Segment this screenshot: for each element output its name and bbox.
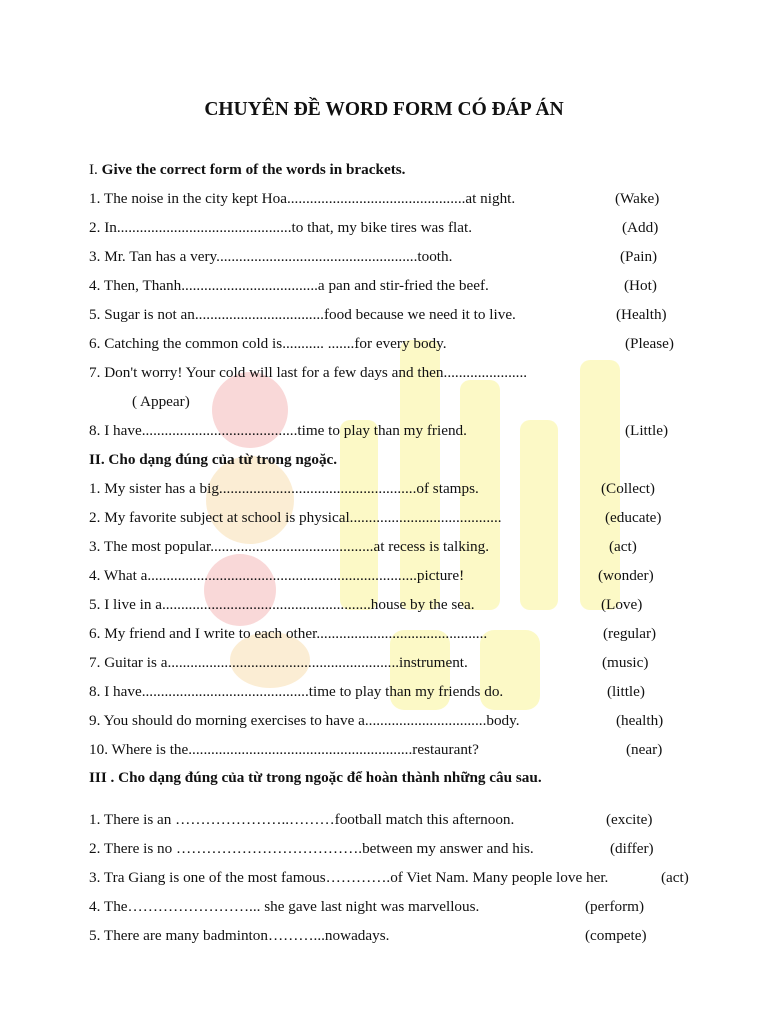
s1-item-3-hint: (Pain) bbox=[620, 248, 658, 265]
s3-item-4: 4. The……………………... she gave last night was marvellous. bbox=[89, 898, 480, 915]
s1-item-2-hint: (Add) bbox=[622, 219, 659, 236]
s2-item-6: 6. My friend and I write to each other............................................. bbox=[89, 625, 488, 642]
s2-item-2: 2. My favorite subject at school is physical........................................ bbox=[89, 509, 502, 526]
s1-item-1: 1. The noise in the city kept Hoa...............................................at night. bbox=[89, 190, 516, 207]
s2-item-10: 10. Where is the...........................................................restaurant? bbox=[89, 741, 479, 758]
s2-item-1-hint: (Collect) bbox=[601, 480, 655, 497]
section-1-prefix: I. bbox=[89, 161, 102, 178]
s3-item-5-hint: (compete) bbox=[585, 927, 647, 944]
s1-item-4-hint: (Hot) bbox=[624, 277, 657, 294]
s2-item-7: 7. Guitar is a.............................................................instrument. bbox=[89, 654, 468, 671]
s2-item-4: 4. What a.......................................................................picture! bbox=[89, 567, 465, 584]
s3-item-4-hint: (perform) bbox=[585, 898, 645, 915]
section-2-heading: II. Cho dạng đúng của từ trong ngoặc. bbox=[89, 451, 338, 468]
s1-item-2: 2. In..............................................to that, my bike tires was flat. bbox=[89, 219, 473, 236]
s1-item-7: 7. Don't worry! Your cold will last for a few days and then...................... bbox=[89, 364, 528, 381]
s2-item-1: 1. My sister has a big....................................................of stamps. bbox=[89, 480, 479, 497]
s2-item-2-hint: (educate) bbox=[605, 509, 662, 526]
s3-item-3: 3. Tra Giang is one of the most famous………….of Viet Nam. Many people love her. bbox=[89, 869, 609, 886]
s3-item-5: 5. There are many badminton………...nowadays. bbox=[89, 927, 390, 944]
s1-item-7-hint: ( Appear) bbox=[132, 393, 190, 410]
page-title: CHUYÊN ĐỀ WORD FORM CÓ ĐÁP ÁN bbox=[204, 99, 564, 120]
s2-item-8: 8. I have............................................time to play than my friends do. bbox=[89, 683, 504, 700]
s2-item-3: 3. The most popular...........................................at recess is talking. bbox=[89, 538, 490, 555]
s2-item-5: 5. I live in a.......................................................house by the sea. bbox=[89, 596, 475, 613]
s2-item-5-hint: (Love) bbox=[601, 596, 643, 613]
s2-item-7-hint: (music) bbox=[602, 654, 649, 671]
s1-item-6-hint: (Please) bbox=[625, 335, 674, 352]
s2-item-4-hint: (wonder) bbox=[598, 567, 654, 584]
s1-item-3: 3. Mr. Tan has a very.....................................................tooth. bbox=[89, 248, 453, 265]
s2-item-8-hint: (little) bbox=[607, 683, 645, 700]
section-3-heading: III . Cho dạng đúng của từ trong ngoặc để hoàn thành những câu sau. bbox=[89, 769, 542, 786]
section-1-heading bbox=[89, 160, 405, 180]
s3-item-1: 1. There is an …………………..………football match this afternoon. bbox=[89, 811, 515, 828]
s1-item-6: 6. Catching the common cold is........... .......for every body. bbox=[89, 335, 447, 352]
s2-item-9: 9. You should do morning exercises to have a................................body. bbox=[89, 712, 520, 729]
s3-item-2: 2. There is no ……………………………….between my answer and his. bbox=[89, 840, 534, 857]
s3-item-2-hint: (differ) bbox=[610, 840, 654, 857]
s1-item-8-hint: (Little) bbox=[625, 422, 669, 439]
s1-item-4: 4. Then, Thanh....................................a pan and stir-fried the beef. bbox=[89, 277, 489, 294]
s1-item-8: 8. I have.........................................time to play than my friend. bbox=[89, 422, 467, 439]
section-1-title: Give the correct form of the words in brackets. bbox=[101, 161, 406, 178]
s1-item-5: 5. Sugar is not an..................................food because we need it to live. bbox=[89, 306, 516, 323]
s2-item-9-hint: (health) bbox=[616, 712, 664, 729]
s1-item-1-hint: (Wake) bbox=[615, 190, 660, 207]
s2-item-6-hint: (regular) bbox=[603, 625, 657, 642]
s3-item-1-hint: (excite) bbox=[606, 811, 653, 828]
s1-item-5-hint: (Health) bbox=[616, 306, 667, 323]
s3-item-3-hint: (act) bbox=[661, 869, 689, 886]
s2-item-10-hint: (near) bbox=[626, 741, 663, 758]
s2-item-3-hint: (act) bbox=[609, 538, 637, 555]
